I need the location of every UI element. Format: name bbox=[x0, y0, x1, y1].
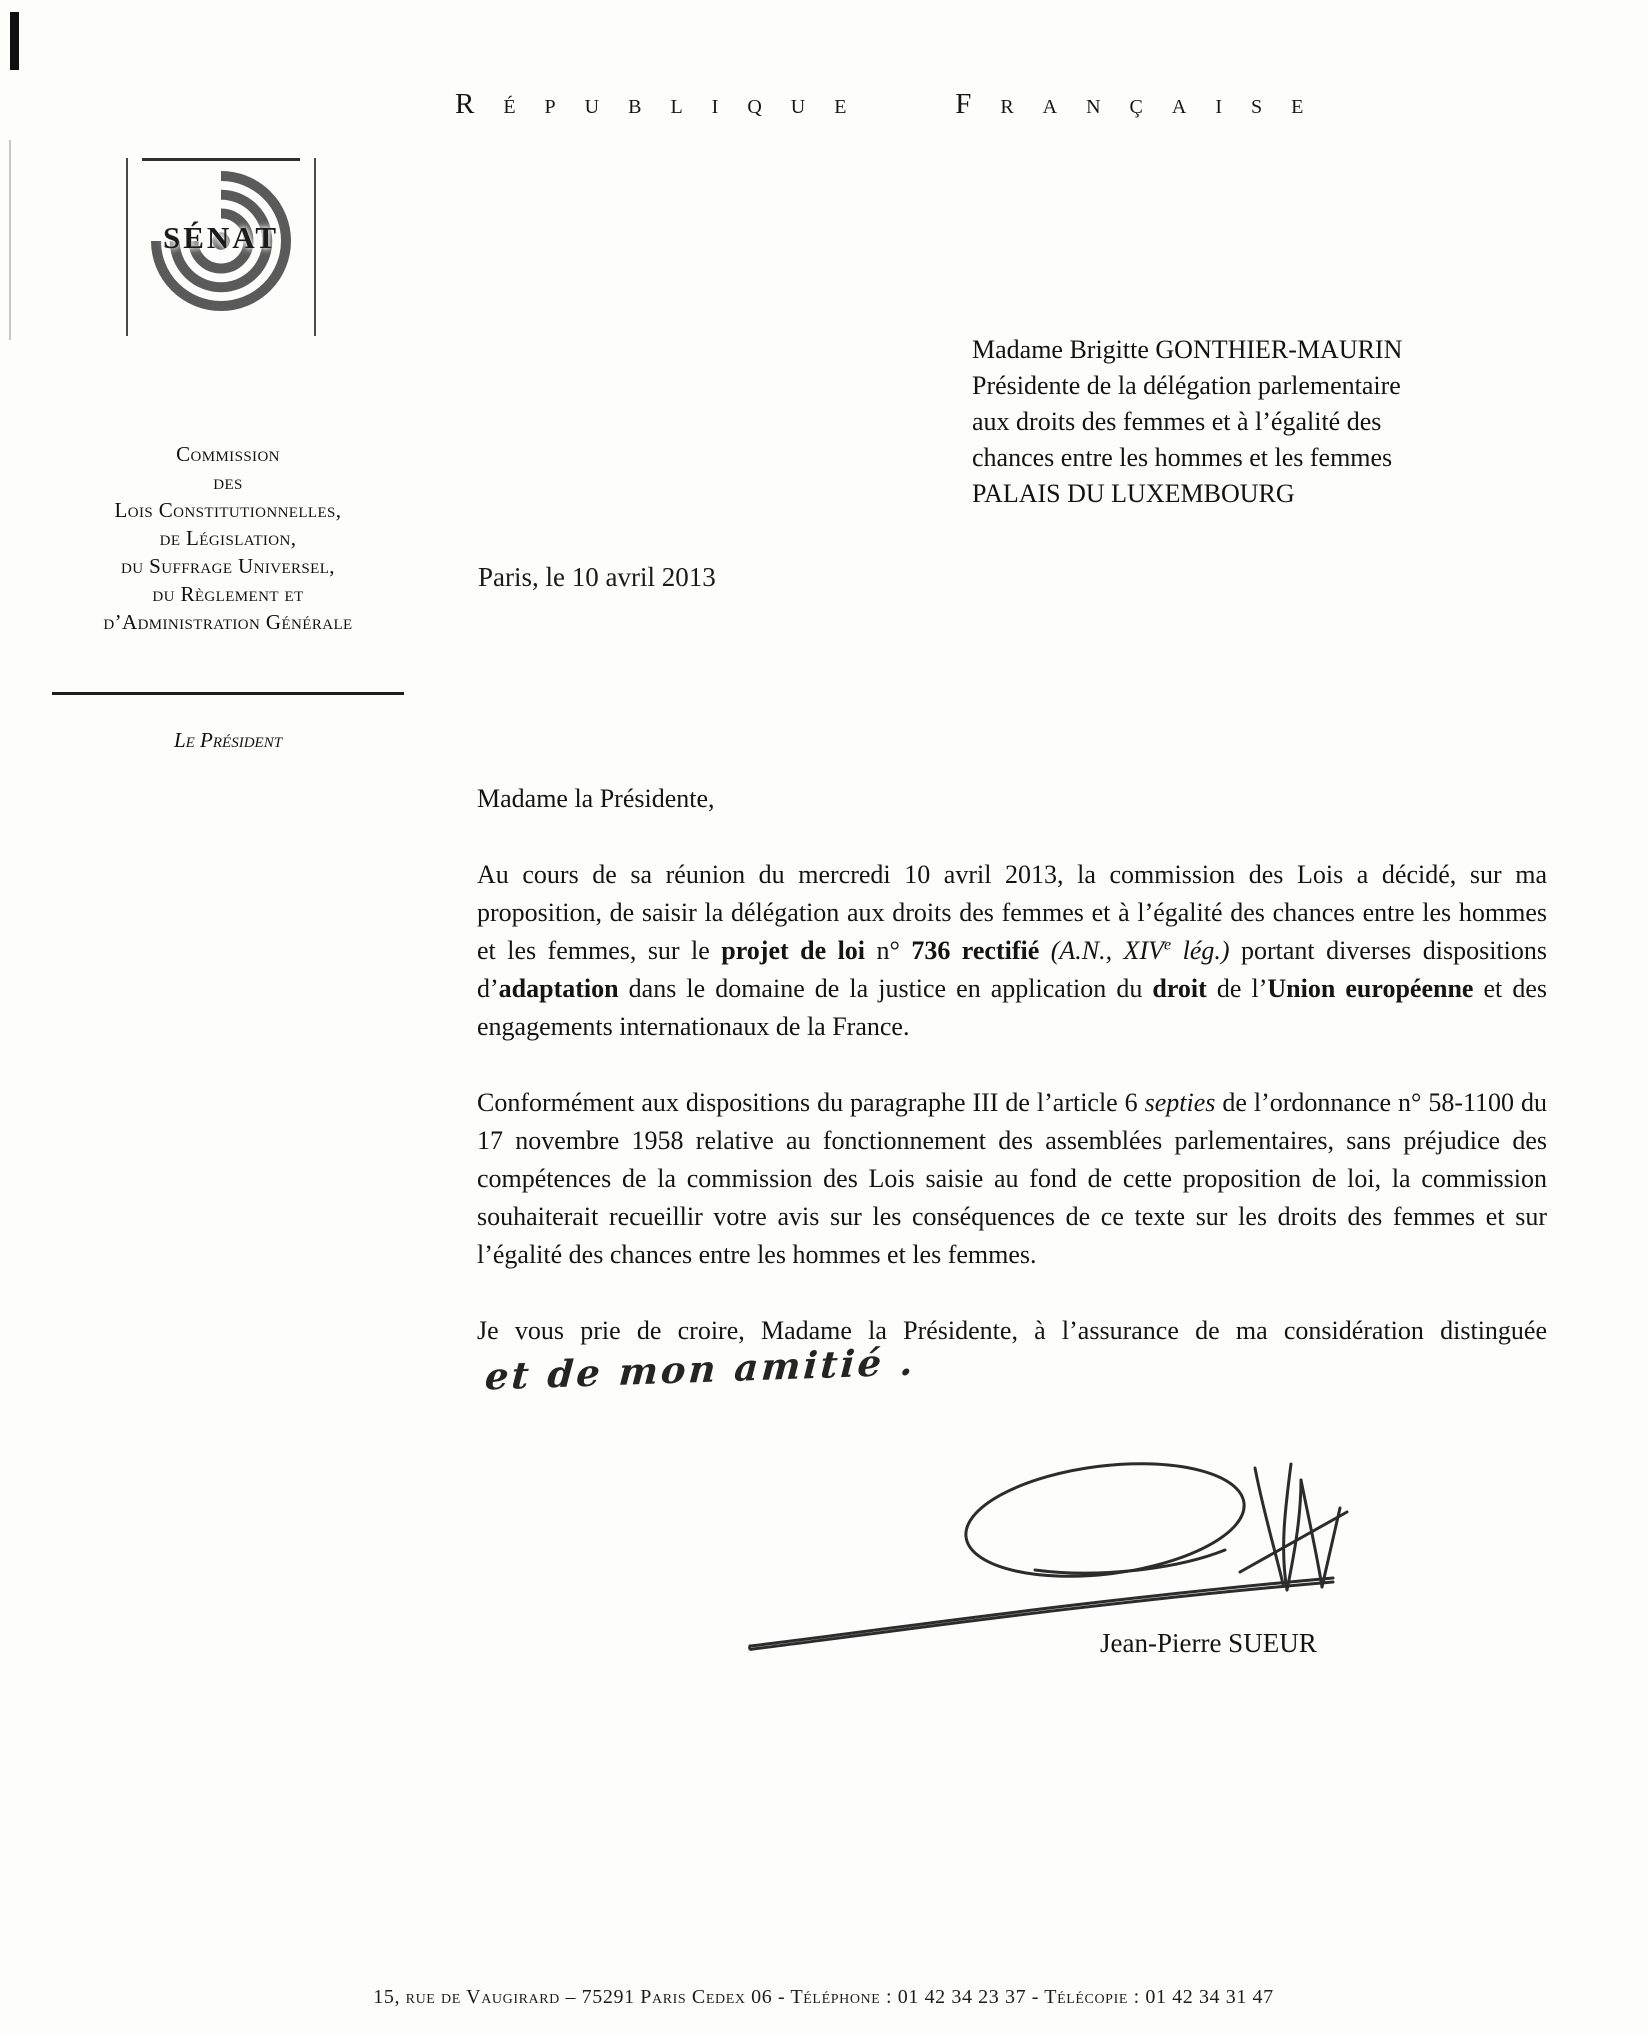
logo-top-rule bbox=[142, 158, 300, 161]
p1-bold-projet: projet de loi bbox=[721, 936, 866, 965]
commission-line-3: Lois Constitutionnelles, bbox=[114, 498, 342, 522]
republic-title: République Française bbox=[455, 88, 1333, 120]
p1-text-num: n° bbox=[865, 936, 912, 965]
recipient-line-4: chances entre les hommes et les femmes bbox=[972, 443, 1393, 472]
recipient-line-1: Madame Brigitte GONTHIER-MAURIN bbox=[972, 335, 1403, 364]
p1-italic-an: (A.N., XIV bbox=[1050, 936, 1164, 965]
p1-text: Au cours de sa réunion du mercredi 10 avril 2013, la commission des Lois a décidé, sur ma proposition, de saisir la délégation aux droits des femmes et à l’égalité des chances entre les hommes et les femmes, sur le bbox=[477, 860, 1547, 965]
recipient-address bbox=[972, 332, 1402, 512]
senat-logo-text: SÉNAT bbox=[162, 220, 280, 255]
footer-address: 15, rue de Vaugirard – 75291 Paris Cedex 06 - Téléphone : 01 42 34 23 37 - Télécopie : 01 42 34 31 47 bbox=[373, 1986, 1274, 2008]
commission-line-4: de Législation, bbox=[159, 526, 297, 550]
p1-text-de: de l’ bbox=[1206, 974, 1268, 1003]
senat-logo bbox=[126, 158, 316, 336]
p1-bold-adaptation: adaptation bbox=[498, 974, 619, 1003]
commission-line-7: d’Administration Générale bbox=[103, 610, 353, 634]
closing-handwritten: et de mon amitié . bbox=[483, 1339, 918, 1399]
closing-printed: Je vous prie de croire, Madame la Présidente, à l’assurance de ma considération distinguée bbox=[477, 1316, 1547, 1345]
scan-artifact-line bbox=[9, 140, 11, 340]
commission-line-5: du Suffrage Universel, bbox=[121, 554, 335, 578]
p2-text: Conformément aux dispositions du paragraphe III de l’article 6 bbox=[477, 1088, 1145, 1117]
commission-line-1: Commission bbox=[176, 442, 280, 466]
paragraph-2 bbox=[477, 1084, 1547, 1274]
p2-italic-septies: septies bbox=[1144, 1088, 1216, 1117]
commission-block bbox=[28, 440, 428, 636]
p1-bold-droit: droit bbox=[1152, 974, 1207, 1003]
letterhead-divider bbox=[52, 692, 404, 695]
commission-line-2: des bbox=[213, 470, 243, 494]
p1-text-engagements: et des engagements internationaux de la France. bbox=[477, 974, 1548, 1041]
paragraph-closing bbox=[477, 1312, 1547, 1399]
salutation: Madame la Présidente, bbox=[477, 784, 715, 813]
signer-name: Jean-Pierre SUEUR bbox=[1100, 1628, 1317, 1658]
commission-line-6: du Règlement et bbox=[152, 582, 304, 606]
p1-italic-leg: lég.) bbox=[1171, 936, 1241, 965]
p1-bold-736: 736 rectifié bbox=[911, 936, 1051, 965]
p1-bold-union: Union européenne bbox=[1267, 974, 1474, 1003]
p1-text-portant: portant diverses dispositions d’ bbox=[477, 936, 1547, 1003]
recipient-line-5: PALAIS DU LUXEMBOURG bbox=[972, 479, 1295, 508]
recipient-line-2: Présidente de la délégation parlementaire bbox=[972, 371, 1401, 400]
signature-scribble bbox=[735, 1450, 1385, 1655]
president-label: Le Président bbox=[173, 728, 283, 752]
p1-sup-e: e bbox=[1163, 936, 1172, 954]
recipient-line-3: aux droits des femmes et à l’égalité des bbox=[972, 407, 1382, 436]
letter-body bbox=[477, 780, 1547, 1431]
dateline: Paris, le 10 avril 2013 bbox=[478, 562, 716, 592]
p1-text-domaine: dans le domaine de la justice en application du bbox=[618, 974, 1153, 1003]
scan-artifact-bar bbox=[10, 12, 19, 70]
paragraph-1 bbox=[477, 856, 1547, 1046]
p2-text-rest: de l’ordonnance n° 58-1100 du 17 novembre 1958 relative au fonctionnement des assemblées parlementaires, sans préjudice des compétences de la commission des Lois saisie au fond de cette proposition de loi, la commission souhaiterait recueillir votre avis sur les conséquences de ce texte sur les droits des femmes et sur l’égalité des chances entre les hommes et les femmes. bbox=[477, 1088, 1547, 1269]
